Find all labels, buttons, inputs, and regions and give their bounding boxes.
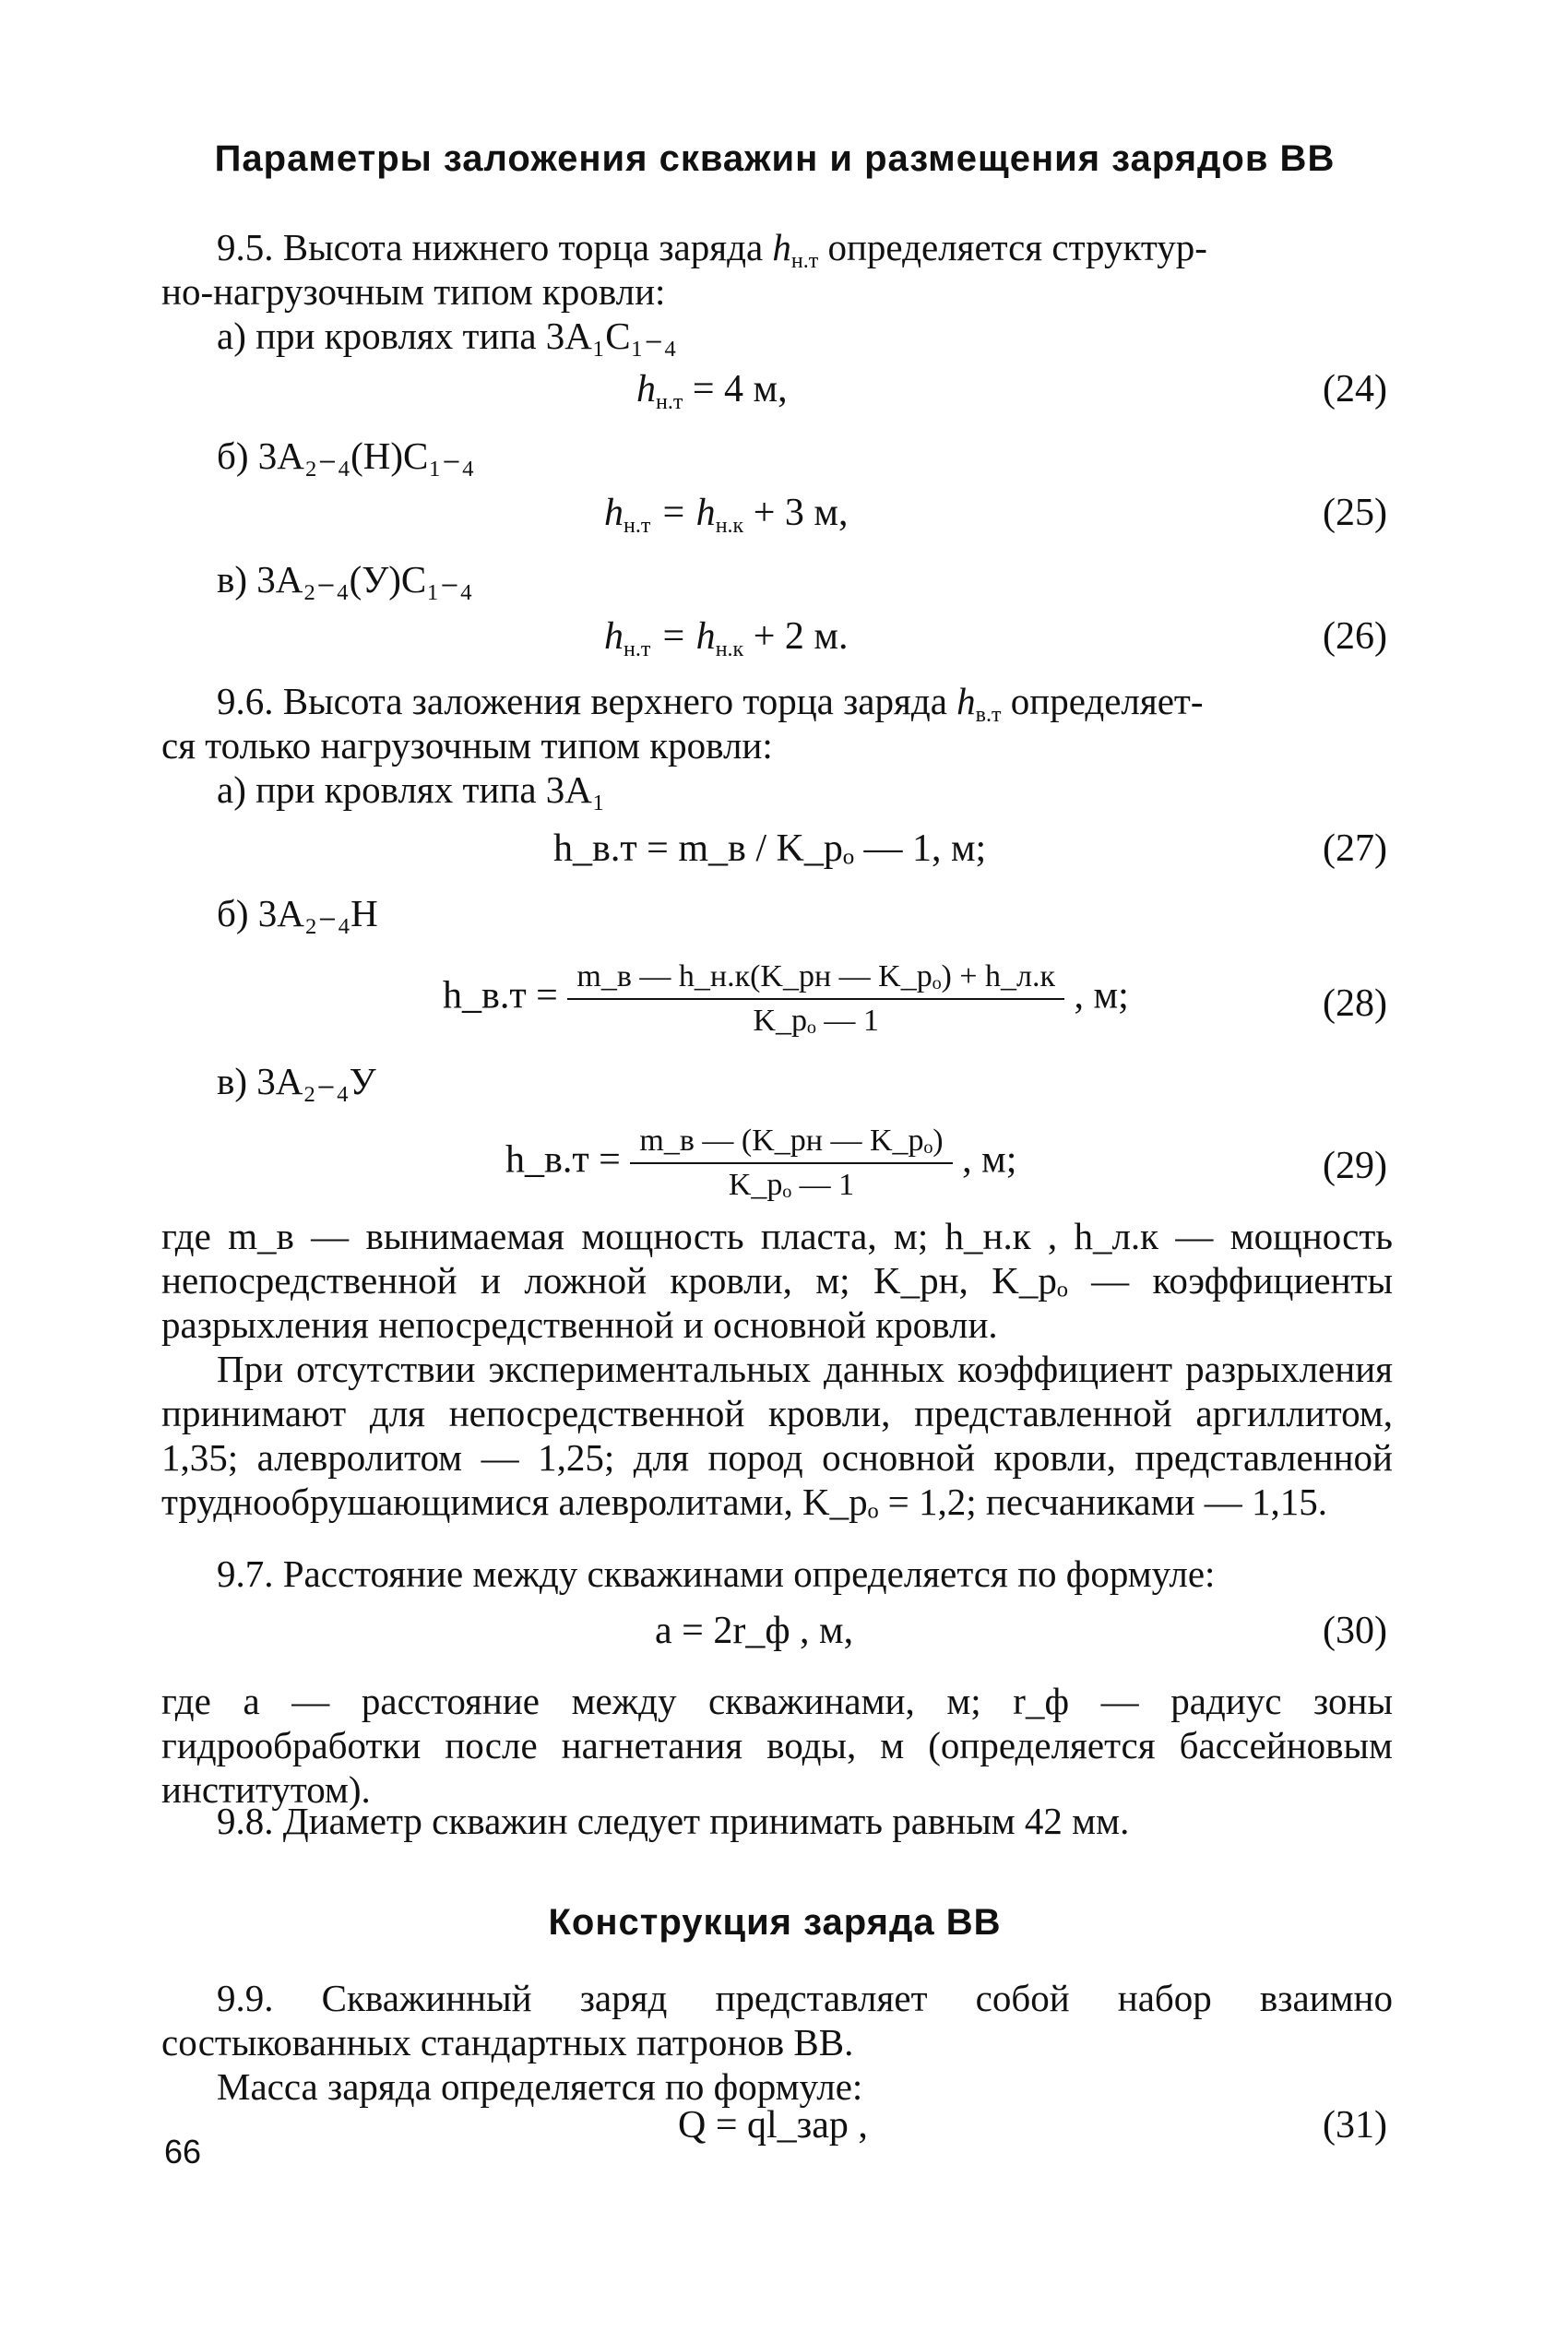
equation-29: h_в.т = $\frac{\text{m\_в — (K\_pн — K\_pₒ)}}{\text{K\_pₒ — 1}}$ , м; xyxy=(505,1124,1017,1202)
paragraph-where-1: где m_в — вынимаемая мощность пласта, м; h_н.к , h_л.к — мощность непосредственной и ложной кровли, м; K_pн, K_pₒ — коэффициенты разрыхления непосредственной и основной кровли. xyxy=(161,1215,1393,1346)
equation-27: h_в.т = m_в / K_pₒ — 1, м; xyxy=(553,827,987,870)
section-heading-charge-design: Конструкция заряда ВВ xyxy=(548,1902,1002,1943)
paragraph-coefficients: При отсутствии экспериментальных данных коэффициент разрыхления принимают для непосредственной кровли, представленной аргиллитом, 1,35; алевролитом — 1,25; для пород основной кровли, представленной труднообрушающимися алевролитами, K_pₒ = 1,2; песчаниками — 1,15. xyxy=(161,1348,1393,1523)
paragraph-9-6: 9.6. Высота заложения верхнего торца заряда $h_{в.т}$ определяет- ся только нагрузочным типом кровли: xyxy=(161,680,1204,767)
equation-number-29: (29) xyxy=(1323,1145,1387,1187)
item-9-6-a: а) при кровлях типа 3A₁ xyxy=(217,768,606,811)
paragraph-9-9: 9.9. Скважинный заряд представляет собой набор взаимно состыкованных стандартных патронов ВВ. xyxy=(161,1977,1393,2064)
equation-28-fraction: $\frac{\text{m\_в — h\_н.к(K\_pн — K\_pₒ) + h\_л.к}}{\text{K\_pₒ — 1}}$ xyxy=(567,959,1064,1039)
equation-number-28: (28) xyxy=(1323,982,1387,1025)
equation-26: $h_{н.т} = h_{н.к} + 2$ м. xyxy=(604,615,849,661)
equation-30: a = 2r_ф , м, xyxy=(655,1610,854,1652)
page-number: 66 xyxy=(164,2133,202,2171)
equation-number-24: (24) xyxy=(1323,368,1387,410)
item-9-6-b: б) 3A₂₋₄Н xyxy=(217,892,378,934)
equation-number-27: (27) xyxy=(1323,827,1387,870)
item-9-5-a: а) при кровлях типа 3A₁C₁₋₄ xyxy=(217,315,677,357)
equation-number-31: (31) xyxy=(1323,2104,1387,2147)
equation-25: $h_{н.т} = h_{н.к} + 3$ м, xyxy=(604,492,849,538)
equation-number-30: (30) xyxy=(1323,1610,1387,1652)
equation-number-26: (26) xyxy=(1323,615,1387,658)
section-heading-parameters: Параметры заложения скважин и размещения зарядов ВВ xyxy=(214,138,1336,179)
equation-24: $h_{н.т} = 4$ м, xyxy=(636,368,788,414)
paragraph-where-2: где a — расстояние между скважинами, м; r_ф — радиус зоны гидрообработки после нагнетания воды, м (определяется бассейновым институтом). xyxy=(161,1680,1393,1811)
paragraph-mass: Масса заряда определяется по формуле: xyxy=(217,2065,863,2108)
item-9-5-c: в) 3A₂₋₄(У)C₁₋₄ xyxy=(217,558,473,601)
paragraph-9-8: 9.8. Диаметр скважин следует принимать равным 42 мм. xyxy=(217,1800,1130,1842)
equation-28: h_в.т = $\frac{\text{m\_в — h\_н.к(K\_pн — K\_pₒ) + h\_л.к}}{\text{K\_pₒ — 1}}$ , м; xyxy=(443,959,1129,1038)
equation-29-fraction: $\frac{\text{m\_в — (K\_pн — K\_pₒ)}}{\text{K\_pₒ — 1}}$ xyxy=(630,1124,952,1203)
paragraph-9-7: 9.7. Расстояние между скважинами определяется по формуле: xyxy=(217,1552,1216,1595)
equation-number-25: (25) xyxy=(1323,492,1387,534)
paragraph-9-5: 9.5. Высота нижнего торца заряда $h_{н.т}$ определяется структур- но-нагрузочным типом кровли: xyxy=(161,226,1207,313)
equation-31: Q = ql_зар , xyxy=(678,2104,868,2147)
item-9-6-c: в) 3A₂₋₄У xyxy=(217,1060,376,1102)
item-9-5-b: б) 3A₂₋₄(Н)C₁₋₄ xyxy=(217,434,475,477)
